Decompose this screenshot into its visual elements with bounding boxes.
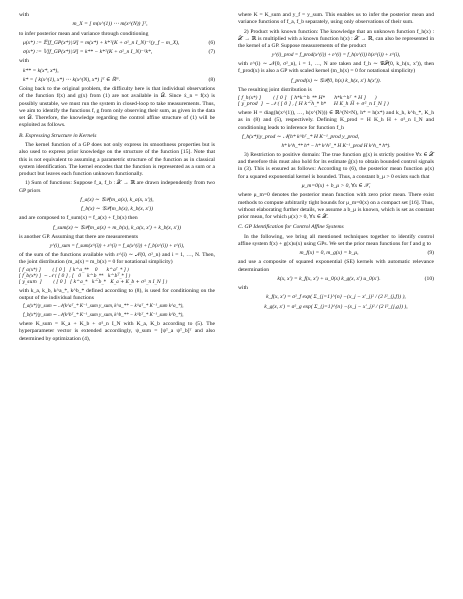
paragraph-where-ksum: where K_sum = K_a + K_b + σ²_n I_N with K_a, K_b according to (5). The hyperparameter vector is extended accordingly, ψ_sum = [ψᵀ_a ψᵀ_b]ᵀ and also determined by optimization (4),: [19, 321, 215, 342]
paragraph-resulting: The resulting joint distribution is: [238, 86, 312, 93]
paragraph-going-back: Going back to the original problem, the difficulty here is that individual observations of the function f(x) and g(x) from (1) are not available in 𝒟. Since ẋ_n = f(x) is possibly unstable, we must run the system in closed-loop to take measurements. Thus, we aim to identify the functions f, g from only observing their sum, as given in the data set 𝒟. Therefore, the knowledge regarding the control affine structure of (1) will be exploited as follows.: [19, 86, 215, 129]
paragraph-sum-functions: 1) Sum of functions: Suppose f_a, f_b : 𝒳 → ℝ are drawn independently from two GP priors: [19, 180, 215, 194]
equation-cond-h-2: [238, 143, 434, 150]
equation-fb: [19, 206, 215, 213]
paragraph-following: In the following, we bring all mentioned techniques together to identify control affine system f(x) + g(x)u(x) using GPs. We set the prior mean functions for f and g to: [238, 233, 434, 247]
paragraph-product-2: with ε^(i) ∼ 𝒩(0, σ²_n), i = 1, …, N are taken and f_h ∼ 𝒢𝒫(0, k_h(x, x′)), then f_prod(x) is also a GP with scaled kernel (m_h(x) = 0 for notational simplicity): [238, 61, 434, 75]
paragraph-infer: to infer posterior mean and variance through conditioning: [19, 30, 149, 37]
equation-8-number: (8): [208, 76, 215, 83]
equation-ysum-body: y^(i)_sum = f_sum(x^(i)) + ε^(i) = f_a(x^(i)) + f_b(x^(i)) + ε^(i),: [49, 243, 185, 250]
with-label-2: with: [19, 58, 29, 65]
section-b-heading: B. Expressing Structure in Kernels: [19, 132, 97, 139]
equation-kf: [238, 294, 434, 301]
equation-fprod: [238, 78, 434, 85]
equation-8b-body: k* = [ k(x^(1), x*) ⋯ k(x^(N), x*) ]ᵀ ∈ ℝᴺ.: [23, 76, 121, 83]
equation-9-body: m_f(x) = 0, m_g(x) = b_μ,: [299, 250, 359, 257]
equation-8a: [19, 68, 215, 75]
paragraph-where-k: where K = K_sum and y_f = y_sum. This enables us to infer the posterior mean and variance functions of f_a, f_b separately, using only observations of their sum.: [238, 12, 434, 26]
paragraph-denotes: where μ_m=0 denotes the posterior mean function with zero prior mean. There exist methods to compute arbitrarily tight bounds for μ_m=0(x) on a compact set [16]. Thus, without elaborating further details, we assume a b_μ is known, which is set as constant prior mean, for which μ(x) > 0, ∀x ∈ 𝒳.: [238, 192, 434, 221]
equation-10-number: (10): [424, 275, 434, 282]
paragraph-where-h: where H = diag(h(x^(1)), …, h(x^(N))) ∈ ℝ^(N×N), h* = h(x*) and k_h, k^h_*, K_h as in (8) and (5), respectively. Defining K_prod = H K_h H + σ²_n I_N and conditioning leads to inference for function f_h: [238, 110, 434, 131]
equation-bound-body: μ_m=0(x) + b_μ > 0, ∀x ∈ 𝒳,: [301, 182, 371, 189]
equation-bound: [238, 183, 434, 190]
equation-joint-prod: [238, 96, 434, 108]
equation-kf-body: k_f(x, x′) = σ²_f exp( Σ_{j=1}^{n} −(x_j − x′_j)² / (2 l²_{j,f}) ),: [266, 294, 406, 301]
equation-cond-b: [19, 313, 215, 320]
equation-kg: [238, 304, 434, 311]
equation-cond-b-body: f_b(x*)|y_sum ∼ 𝒩(k^bᵀ_* K⁻¹_sum y_sum, k^b_** − k^bᵀ_* K⁻¹_sum k^b_*),: [23, 312, 184, 318]
equation-cond-a-body: f_a(x*)|y_sum ∼ 𝒩(k^aᵀ_* K⁻¹_sum y_sum, k^a_** − k^aᵀ_* K⁻¹_sum k^a_*),: [23, 304, 184, 310]
paragraph-with-conditioning: with k_a, k_b, k^a_*, k^b_* defined according to (8), is used for conditioning on the output of the individual functions: [19, 287, 215, 301]
right-column: [238, 12, 434, 313]
equation-6: [19, 40, 215, 47]
equation-7-body: σ(x*) := 𝕍[f_GP(x*)|𝒟] = k** − k*ᵀ(K + σ²_n I_N)⁻¹k*,: [23, 49, 153, 56]
paragraph-kernel: The kernel function of a GP does not only express its smoothness properties but is also used to express prior knowledge on the structure of the function [15]. Note that this is not equivalent to assuming a parametric structure of the function as in classical system identification. The kernel encodes that the function is represented as a sum or a product but leaves each function unknown functionally.: [19, 141, 215, 178]
left-column: [19, 12, 215, 345]
equation-fsum-body: f_sum(x) ∼ 𝒢𝒫(m_a(x) + m_b(x), k_a(x, x′) + k_b(x, x′)): [53, 224, 181, 231]
equation-cond-h-1: [238, 134, 434, 141]
with-label-4: with: [238, 285, 248, 292]
equation-10-body: k(x, x′) = k_f(x, x′) + u_0(x) k_g(x, x′) u_0(x′).: [277, 275, 381, 282]
equation-cond-a: [19, 304, 215, 311]
equation-mx-body: m_X = [ m(x^(1)) ⋯ m(x^(N)) ]ᵀ,: [72, 21, 148, 28]
paragraph-product: 2) Product with known function: The knowledge that an unknown function f_h(x) : 𝒳 → ℝ is multiplied with a known function h(x) : 𝒳 → ℝ, can also be represented in the kernel of a GP. Suppose measurements of the product: [238, 28, 434, 50]
equation-joint-prod-body: [ f_h(x*) ] ( [ 0 ] [ h*k^h_** H* h*k^hᵀ_* H ] ) [ y_prod ] ∼ 𝒩 ( [ 0 ] , [ H k^h_* h* H K_h H + σ²_n I_N ] ): [238, 96, 389, 108]
equation-cond-h-2-body: h* k^h_** h* − h* k^hᵀ_* H K⁻¹_prod H k^h_* h*).: [281, 143, 391, 150]
paragraph-another-gp: is another GP. Assuming that there are measurements: [19, 233, 138, 240]
equation-mx: [19, 21, 215, 28]
equation-joint-sum: [19, 268, 215, 285]
paragraph-composed: and are composed to f_sum(x) = f_a(x) + f_b(x) then: [19, 215, 138, 222]
equation-6-number: (6): [208, 39, 215, 46]
equation-10: [238, 276, 434, 283]
section-c-heading: C. GP Identification for Control Affine Systems: [238, 224, 344, 231]
equation-9-number: (9): [427, 250, 434, 257]
equation-8a-body: k** = k(x*, x*),: [23, 67, 59, 74]
equation-8b: [19, 77, 215, 84]
equation-ysum: [19, 243, 215, 250]
equation-fsum: [19, 225, 215, 232]
equation-yprod: [238, 52, 434, 59]
equation-fb-body: f_b(x) ∼ 𝒢𝒫(m_b(x), k_b(x, x′)): [80, 206, 153, 213]
paragraph-composite: and use a composite of squared exponential (SE) kernels with automatic relevance determination: [238, 259, 434, 273]
equation-6-body: μ(x*) := 𝔼[f_GP(x*)|𝒟] = m(x*) + k*ᵀ(K + σ²_n I_N)⁻¹(y_f − m_X),: [23, 39, 180, 46]
equation-9: [238, 250, 434, 257]
equation-cond-h-1-body: f_h(x*)|y_prod ∼ 𝒩(h* k^hᵀ_* H K⁻¹_prod y_prod,: [242, 133, 360, 140]
equation-fprod-body: f_prod(x) ∼ 𝒢𝒫(0, h(x) k_h(x, x′) h(x′)).: [291, 77, 381, 84]
equation-fa: [19, 197, 215, 204]
paragraph-restriction: 3) Restriction to positive domain: The true function g(x) is strictly positive ∀x ∈ 𝒳 and therefore this must also hold for its estimate ĝ(x) to obtain bounded control signals in (3). This is ensured as follows: According to (6), the posterior mean function μ(x) for a squared exponential kernel is bounded. Thus, a constant b_μ > 0 exists such that: [238, 151, 434, 180]
with-label: with: [19, 12, 29, 18]
paragraph-sum-joint: of the sum of the functions available with ε^(i) ∼ 𝒩(0, σ²_n) and i = 1, …, N. Then, the joint distribution (m_a(x) = m_b(x) = 0 for notational simplicity): [19, 251, 215, 266]
equation-kg-body: k_g(x, x′) = σ²_g exp( Σ_{j=1}^{n} −(x_j − x′_j)² / (2 l²_{j,g}) ),: [264, 303, 408, 310]
equation-yprod-body: y^(i)_prod = f_prod(x^(i)) + ε^(i) = f_h(x^(i)) h(x^(i)) + ε^(i),: [271, 52, 401, 59]
equation-joint-sum-body: [ f_a(x*) ] ( [ 0 ] [ k^a_** 0 k^aᵀ_* ] ) [ f_b(x*) ] ∼ 𝒩 ( [ 0 ] , [ 0 k^b_** k^bᵀ_* ] ) [ y_sum ] ( [ 0 ] [ k^a_* k^b_* K_a + K_b + σ²_n I_N ] ): [19, 268, 168, 285]
equation-7-number: (7): [208, 49, 215, 56]
equation-fa-body: f_a(x) ∼ 𝒢𝒫(m_a(x), k_a(x, x′)),: [80, 196, 154, 203]
equation-7: [19, 49, 215, 56]
